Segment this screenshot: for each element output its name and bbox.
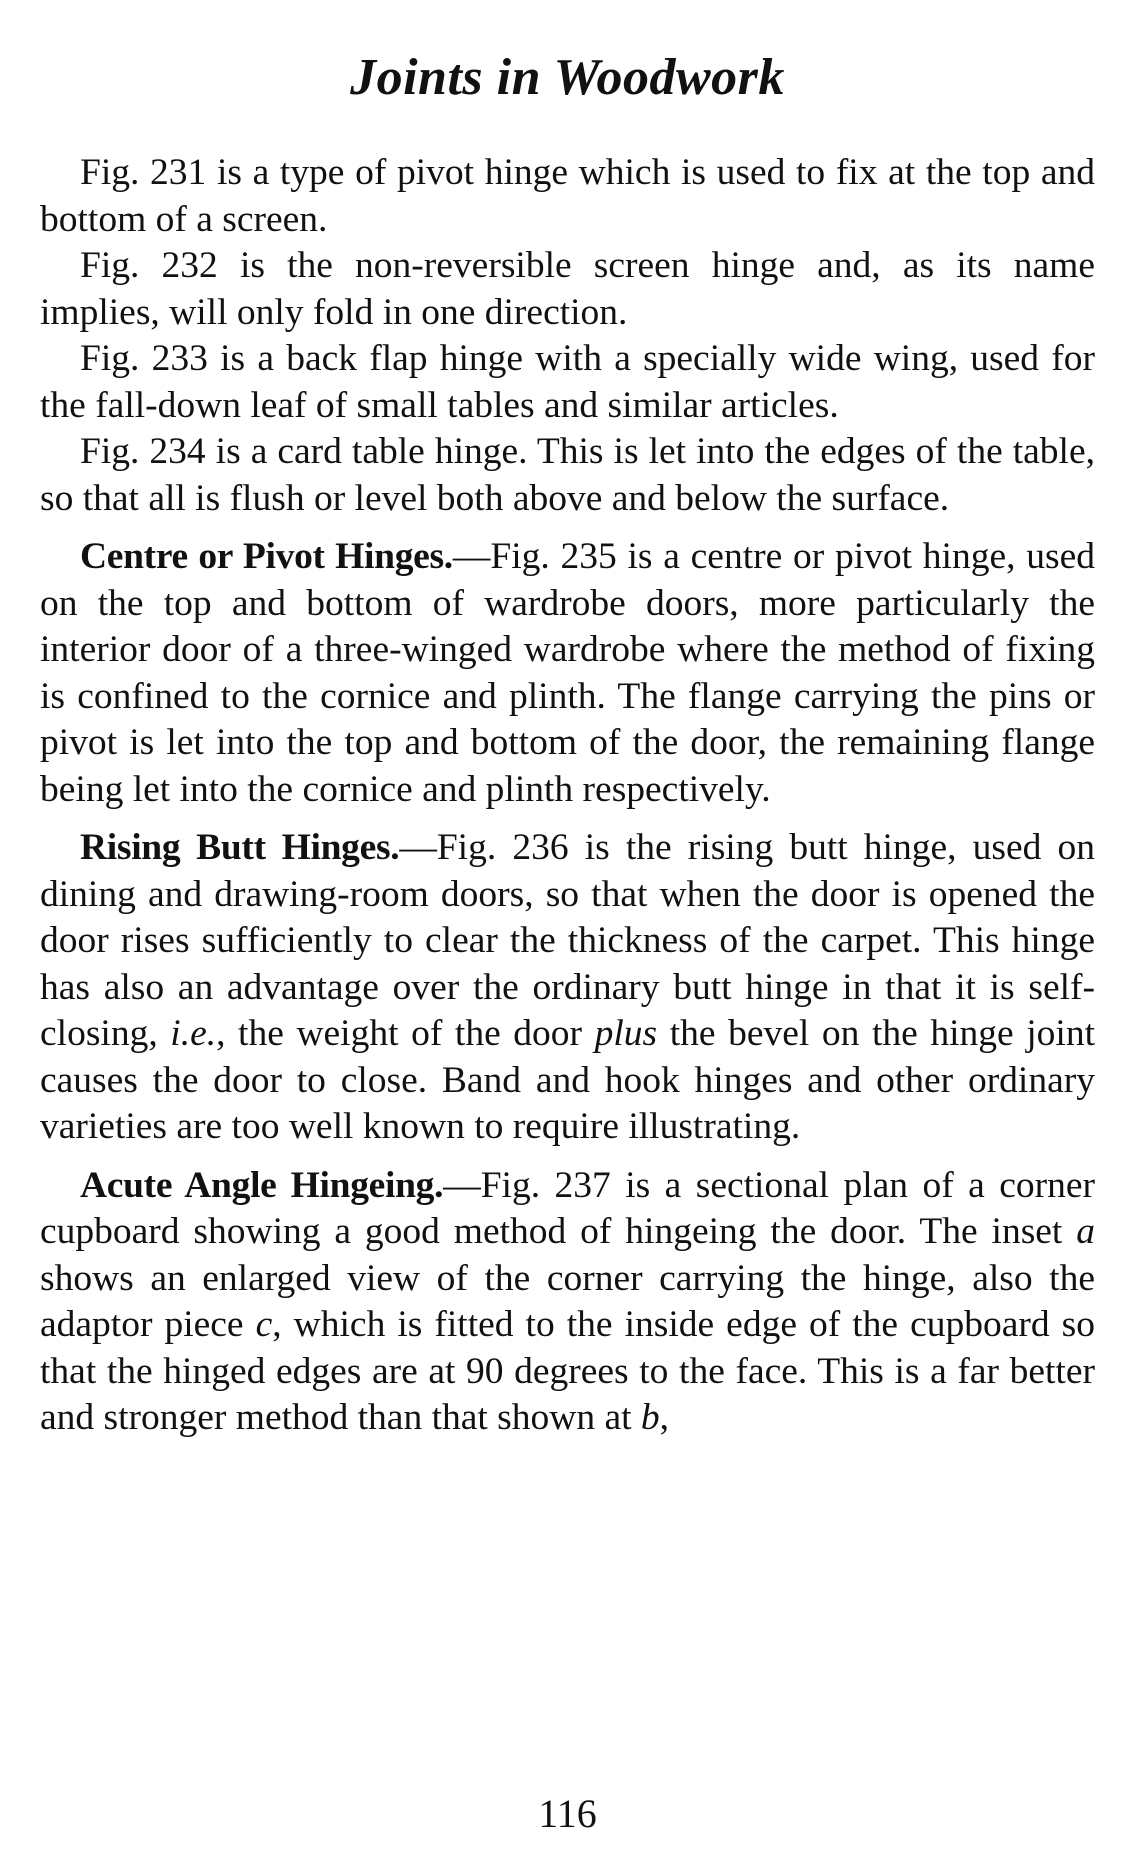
text-run: Fig. 234 is a card table hinge. This is let into the edges of the table, so that all is flush or level both above and below the surface. <box>40 431 1095 519</box>
section-heading: Acute Angle Hingeing. <box>80 1164 444 1206</box>
italic-term: i.e. <box>170 1013 217 1054</box>
paragraph <box>40 534 1095 813</box>
paragraph <box>40 243 1095 336</box>
paragraph <box>40 1163 1095 1442</box>
paragraph <box>40 429 1095 522</box>
text-run: —Fig. 237 is a sectional plan of a corner cupboard showing a good method of hingeing the door. The inset <box>40 1164 1095 1252</box>
text-run: Fig. 232 is the non-reversible screen hinge and, as its name implies, will only fold in one direction. <box>40 245 1095 333</box>
paragraph <box>40 150 1095 243</box>
page-number: 116 <box>538 1791 597 1836</box>
text-run: Fig. 231 is a type of pivot hinge which is used to fix at the top and bottom of a screen. <box>40 152 1095 240</box>
italic-term: c <box>255 1304 273 1345</box>
paragraph <box>40 825 1095 1151</box>
text-run: the bevel on the hinge joint causes the door to close. Band and hook hinges and other ordinary varieties are too well known to require illustrating. <box>40 1013 1096 1147</box>
italic-term: a <box>1076 1211 1095 1252</box>
text-run: shows an enlarged view of the corner carrying the hinge, also the adaptor piece <box>40 1257 1095 1345</box>
running-head: Joints in Woodwork <box>350 49 785 106</box>
italic-term: b <box>640 1397 660 1438</box>
body-text <box>40 150 1095 1442</box>
book-page <box>40 0 1095 1869</box>
text-run: —Fig. 236 is the rising butt hinge, used on dining and drawing-room doors, so that when the door is opened the door rises sufficiently to clear the thickness of the carpet. This hinge has also an advantage over the ordinary butt hinge in that it is self-closing, <box>40 827 1095 1054</box>
text-run: Fig. 233 is a back flap hinge with a specially wide wing, used for the fall-down leaf of small tables and similar articles. <box>40 338 1095 426</box>
italic-term: plus <box>594 1013 658 1054</box>
section-heading: Rising Butt Hinges. <box>80 827 400 868</box>
text-run: , the weight of the door <box>216 1013 595 1054</box>
text-run: , <box>659 1397 670 1438</box>
text-run: —Fig. 235 is a centre or pivot hinge, used on the top and bottom of wardrobe doors, more particularly the interior door of a three-winged wardrobe where the method of fixing is confined to the cornice and plinth. The flange carrying the pins or pivot is let into the top and bottom of the door, the remaining flange being let into the cornice and plinth respectively. <box>40 536 1095 810</box>
section-heading: Centre or Pivot Hinges. <box>80 536 453 577</box>
paragraph <box>40 336 1095 429</box>
text-run: , which is fitted to the inside edge of the cupboard so that the hinged edges are at 90 degrees to the face. This is a far better and stronger method than that shown at <box>40 1304 1096 1438</box>
